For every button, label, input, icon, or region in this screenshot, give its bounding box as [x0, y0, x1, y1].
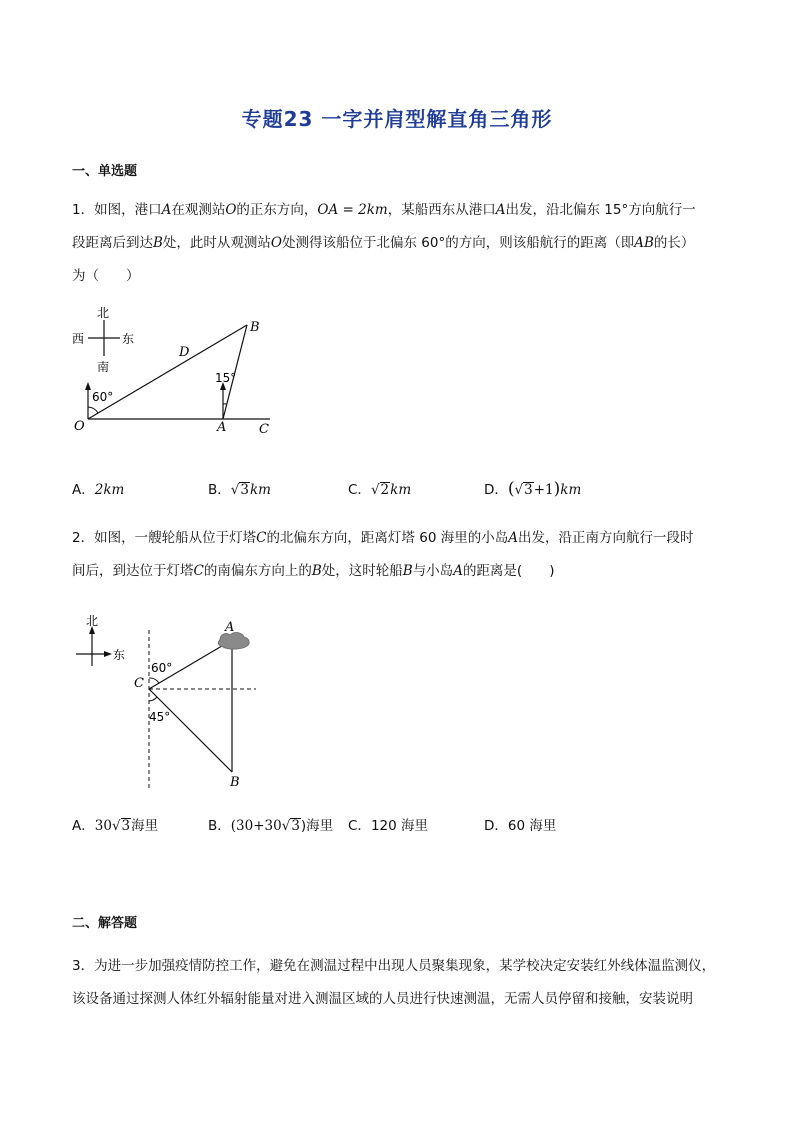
var-o: O — [270, 235, 282, 251]
option-label: D． — [484, 818, 508, 834]
point-c-label: C — [259, 422, 269, 437]
q2-option-c[interactable] — [348, 814, 428, 834]
var-a: A — [508, 530, 518, 546]
var-a: A — [495, 202, 506, 218]
option-label: D． — [484, 482, 508, 498]
expression-suffix: )海里 — [300, 818, 334, 834]
option-unit: km — [249, 482, 271, 498]
expression-prefix: (30+30 — [230, 818, 282, 834]
point-b-label: B — [250, 320, 260, 335]
var-o: O — [225, 202, 237, 218]
point-o-label: O — [74, 419, 85, 434]
sqrt-icon: √ — [111, 818, 121, 834]
radicand: 3 — [240, 482, 249, 498]
q2-option-b[interactable] — [208, 814, 333, 834]
paren-open: ( — [507, 479, 515, 499]
radicand: 2 — [380, 482, 390, 498]
sqrt-icon: √ — [230, 482, 240, 498]
var-b: B — [153, 235, 163, 251]
option-label: C． — [348, 818, 371, 834]
text: 的南偏东方向上的 — [203, 563, 312, 579]
q2-line-2 — [72, 555, 722, 588]
q1-line-2 — [72, 227, 722, 260]
compass-north-label: 北 — [86, 614, 99, 628]
text: 出发，沿正南方向航行一段时 — [517, 530, 694, 546]
angle-arc-60 — [88, 407, 98, 413]
text: 与小岛 — [412, 563, 454, 579]
text: 在观测站 — [171, 202, 226, 218]
q1-options — [72, 478, 722, 502]
option-unit: 海里 — [131, 818, 159, 834]
arrowhead-icon — [85, 382, 91, 390]
plus-one: +1 — [533, 482, 554, 498]
radicand: 3 — [291, 818, 300, 834]
option-unit: km — [390, 482, 412, 498]
text: 的正东方向， — [236, 202, 318, 218]
text: 2．如图，一艘轮船从位于灯塔 — [72, 530, 257, 546]
text: 1．如图，港口 — [72, 202, 162, 218]
q1-line-1 — [72, 194, 722, 227]
angle-60-label: 60° — [92, 390, 114, 404]
section-single-choice: 一、单选题 — [72, 164, 138, 179]
page-title: 专题23 一字并肩型解直角三角形 — [241, 107, 553, 131]
text: 的长） — [653, 235, 695, 251]
option-label: A． — [72, 482, 95, 498]
option-label: C． — [348, 482, 371, 498]
q3-line-1: 3．为进一步加强疫情防控工作，避免在测温过程中出现人员聚集现象，某学校决定安装红外线体温监测仪， — [72, 958, 716, 974]
radicand: 3 — [524, 482, 533, 498]
question-1-text — [72, 194, 722, 293]
var-ab: AB — [634, 235, 654, 251]
var-b: B — [402, 563, 413, 579]
q1-option-a[interactable] — [72, 478, 124, 498]
radicand: 3 — [121, 818, 131, 834]
option-value: 2km — [94, 482, 125, 498]
section-answer: 二、解答题 — [72, 916, 138, 931]
var-c: C — [256, 530, 267, 546]
var-c: C — [193, 563, 204, 579]
option-unit: km — [560, 482, 582, 498]
text: 的北偏东方向，距离灯塔 60 海里的小岛 — [266, 530, 509, 546]
angle-arc-45 — [149, 697, 157, 701]
arrowhead-icon — [104, 651, 112, 657]
q2-option-d[interactable] — [484, 814, 556, 834]
option-label: B． — [208, 818, 231, 834]
q2-options — [72, 814, 722, 838]
angle-45-label: 45° — [149, 710, 171, 724]
formula-oa: OA = 2km — [317, 202, 388, 218]
sqrt-icon: √ — [281, 818, 291, 834]
angle-arc-60 — [149, 678, 159, 683]
text: 出发，沿北偏东 15°方向航行一 — [505, 202, 696, 218]
compass-east-label: 东 — [113, 648, 126, 662]
point-d-label: D — [179, 345, 190, 360]
compass-north-label: 北 — [97, 306, 110, 320]
q1-figure — [60, 300, 300, 440]
coefficient: 30 — [94, 818, 112, 834]
compass-south-label: 南 — [97, 360, 110, 374]
point-a-label: A — [225, 620, 235, 635]
text: 处测得该船位于北偏东 60°的方向，则该船航行的距离（即 — [282, 235, 635, 251]
sqrt-icon: √ — [370, 482, 380, 498]
text: 的距离是( ) — [462, 563, 555, 579]
q2-option-a[interactable] — [72, 814, 158, 834]
var-a: A — [161, 202, 172, 218]
island-icon — [218, 633, 249, 650]
text: 段距离后到达 — [72, 235, 153, 251]
q1-line-3: 为（ ） — [72, 268, 140, 284]
option-value: 60 海里 — [507, 818, 557, 834]
paren-close: ) — [553, 479, 561, 499]
sqrt-icon: √ — [514, 482, 524, 498]
text: 间后，到达位于灯塔 — [72, 563, 194, 579]
text: 处，此时从观测站 — [162, 235, 271, 251]
question-2-text — [72, 522, 722, 588]
q1-option-c[interactable] — [348, 478, 411, 498]
q1-option-b[interactable] — [208, 478, 271, 498]
angle-15-label: 15° — [215, 371, 237, 385]
text: 处，这时轮船 — [321, 563, 403, 579]
option-label: A． — [72, 818, 95, 834]
point-a-label: A — [217, 420, 227, 435]
question-3-text — [72, 950, 722, 1016]
text: ，某船西东从港口 — [387, 202, 496, 218]
var-b: B — [311, 563, 322, 579]
segment-cb — [149, 689, 232, 772]
compass-west-label: 西 — [72, 332, 85, 346]
angle-60-label: 60° — [151, 661, 173, 675]
option-value: 120 海里 — [370, 818, 428, 834]
point-b-label: B — [230, 775, 240, 790]
option-label: B． — [208, 482, 231, 498]
q3-line-2: 该设备通过探测人体红外辐射能量对进入测温区域的人员进行快速测温，无需人员停留和接触，安装说明 — [72, 991, 693, 1007]
q1-option-d[interactable] — [484, 478, 581, 499]
compass-east-label: 东 — [122, 332, 135, 346]
point-c-label: C — [134, 676, 144, 691]
q2-line-1 — [72, 522, 722, 555]
var-a: A — [453, 563, 463, 579]
q2-figure — [70, 608, 270, 793]
